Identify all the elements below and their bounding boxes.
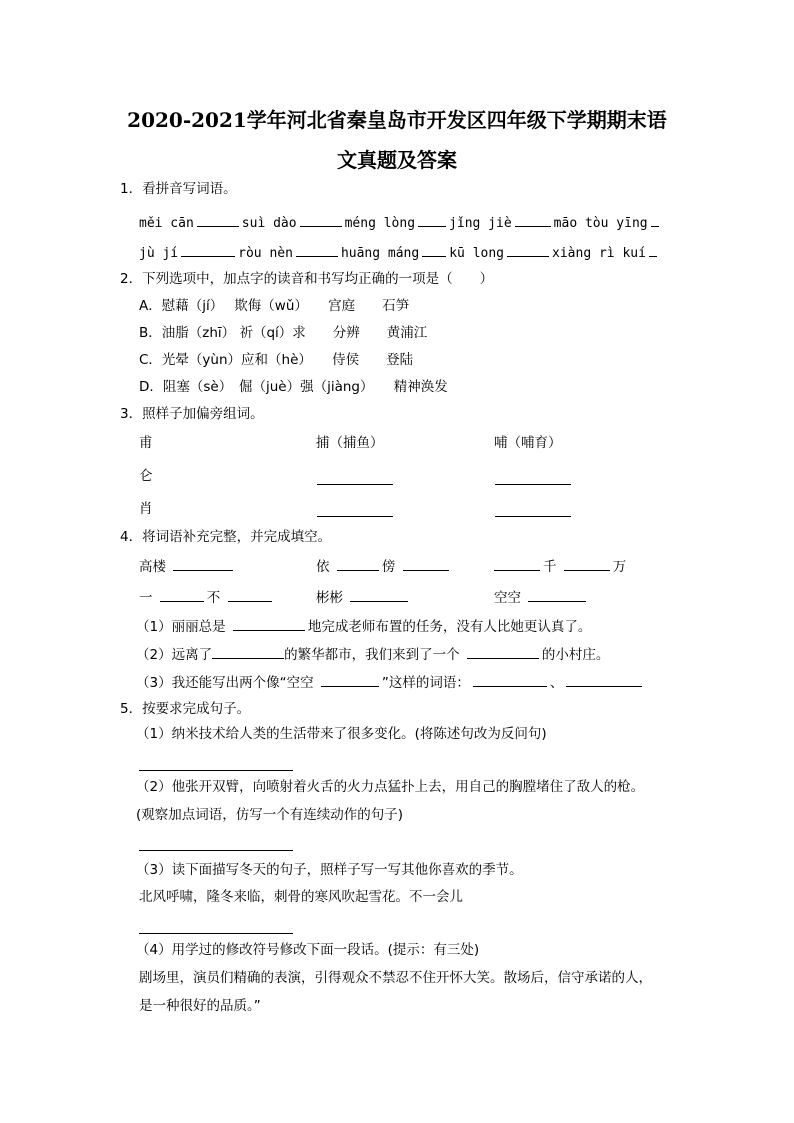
- text: ”这样的词语：: [381, 675, 470, 691]
- q4-word-4: [139, 587, 275, 607]
- word: 高楼: [139, 559, 166, 575]
- answer-blank[interactable]: [564, 556, 610, 571]
- pinyin: huāng máng: [340, 246, 420, 261]
- answer-blank[interactable]: [403, 556, 449, 571]
- pinyin: suì dào: [241, 216, 297, 231]
- pinyin: měi cān: [139, 216, 194, 231]
- answer-blank[interactable]: [160, 587, 204, 602]
- answer-blank[interactable]: [495, 516, 571, 517]
- pinyin: xiàng rì kuí: [552, 246, 646, 261]
- answer-blank[interactable]: [495, 484, 571, 485]
- q2-option-c: C．光晕（yùn）应和（hè） 侍侯 登陆: [139, 352, 414, 368]
- answer-line[interactable]: [139, 933, 293, 934]
- pinyin: ròu nèn: [238, 246, 293, 261]
- q4-word-6: [494, 587, 589, 607]
- text: （3）我还能写出两个像“空空: [136, 675, 314, 691]
- word: 不: [206, 590, 221, 606]
- pinyin: jù jí: [139, 246, 179, 261]
- q5-sub-2: （2）他张开双臂，向喷射着火舌的火力点猛扑上去，用自己的胸膛堵住了敌人的枪。: [136, 779, 645, 795]
- q2-option-d: D．阻塞（sè） 倔（juè）强（jiàng） 精神涣发: [139, 379, 448, 395]
- answer-blank[interactable]: [212, 644, 284, 659]
- pinyin: māo tòu yīng: [553, 216, 648, 231]
- answer-blank[interactable]: [350, 587, 408, 602]
- title-line-1: 2020-2021学年河北省秦皇岛市开发区四年级下学期期末语: [127, 108, 667, 132]
- answer-blank[interactable]: [651, 212, 659, 227]
- text: 、: [549, 675, 564, 691]
- answer-blank[interactable]: [467, 644, 539, 659]
- answer-blank[interactable]: [507, 242, 549, 257]
- pinyin: kū long: [449, 246, 505, 261]
- q5-sub-3: （3）读下面描写冬天的句子，照样子写一写其他你喜欢的季节。: [136, 862, 523, 878]
- q2-option-a: A．慰藉（jí） 欺侮（wǔ） 宫庭 石笋: [139, 298, 410, 314]
- answer-blank[interactable]: [228, 587, 272, 602]
- answer-blank[interactable]: [566, 672, 642, 687]
- title-line-2: 文真题及答案: [337, 148, 457, 172]
- answer-blank[interactable]: [317, 516, 393, 517]
- word: 依: [316, 559, 330, 575]
- q4-word-1: [139, 556, 236, 576]
- answer-blank[interactable]: [422, 242, 446, 257]
- q4-word-5: [316, 587, 411, 607]
- answer-blank[interactable]: [337, 556, 379, 571]
- q1-pinyin-row-1: [139, 212, 662, 233]
- q3-stem: 3．照样子加偏旁组词。: [120, 406, 264, 422]
- q4-sentence-2: [136, 644, 609, 664]
- q3-example-2: 哺（哺育）: [494, 435, 562, 451]
- word: 空空: [494, 590, 521, 606]
- answer-blank[interactable]: [296, 242, 338, 257]
- text: （2）远离了: [136, 647, 213, 663]
- word: 千: [543, 559, 557, 575]
- q5-sub-4: （4）用学过的修改符号修改下面一段话。(提示：有三处): [136, 942, 480, 958]
- answer-blank[interactable]: [321, 672, 379, 687]
- text: 的繁华都市，我们来到了一个: [284, 647, 460, 663]
- q4-sentence-1: [136, 616, 591, 636]
- word: 一: [139, 590, 153, 606]
- answer-blank[interactable]: [473, 672, 547, 687]
- q5-sub-1: （1）纳米技术给人类的生活带来了很多变化。(将陈述句改为反问句): [136, 726, 547, 742]
- q3-base-char: 甫: [139, 435, 153, 451]
- q4-sentence-3: [136, 672, 645, 692]
- answer-blank[interactable]: [233, 616, 305, 631]
- answer-blank[interactable]: [494, 556, 540, 571]
- answer-line[interactable]: [139, 850, 293, 851]
- q1-pinyin-row-2: [139, 242, 660, 263]
- answer-blank[interactable]: [181, 242, 235, 257]
- q5-sub-2-note: (观察加点词语，仿写一个有连续动作的句子): [136, 807, 404, 823]
- answer-blank[interactable]: [515, 212, 551, 227]
- answer-blank[interactable]: [418, 212, 446, 227]
- text: （1）丽丽总是: [136, 619, 226, 635]
- q3-base-char: 肖: [139, 501, 153, 517]
- q5-sub-3-example: 北风呼啸，隆冬来临，刺骨的寒风吹起雪花。不一会儿: [139, 889, 463, 905]
- q4-word-3: [494, 556, 626, 576]
- pinyin: jǐng jiè: [449, 216, 512, 231]
- q2-stem: 2．下列选项中，加点字的读音和书写均正确的一项是（ ）: [120, 271, 494, 287]
- word: 万: [612, 559, 627, 575]
- answer-blank[interactable]: [173, 556, 233, 571]
- q5-sub-4-text-1: 剧场里，演员们精确的表演，引得观众不禁忍不住开怀大笑。散场后，信守承诺的人，: [139, 970, 652, 986]
- q3-base-char: 仑: [139, 468, 153, 484]
- text: 的小村庄。: [541, 647, 610, 663]
- text: 地完成老师布置的任务，没有人比她更认真了。: [307, 619, 592, 635]
- q3-example-1: 捕（捕鱼）: [316, 435, 384, 451]
- answer-line[interactable]: [139, 770, 293, 771]
- pinyin: méng lòng: [344, 216, 416, 231]
- q4-stem: 4．将词语补充完整，并完成填空。: [120, 529, 332, 545]
- answer-blank[interactable]: [300, 212, 342, 227]
- word: 傍: [381, 559, 396, 575]
- q4-word-2: [316, 556, 452, 576]
- q2-option-b: B．油脂（zhī） 祈（qí）求 分辨 黄浦江: [139, 325, 428, 341]
- q5-stem: 5．按要求完成句子。: [120, 701, 251, 717]
- q5-sub-4-text-2: 是一种很好的品质。”: [139, 998, 261, 1014]
- answer-blank[interactable]: [197, 212, 239, 227]
- answer-blank[interactable]: [317, 484, 393, 485]
- answer-blank[interactable]: [649, 242, 657, 257]
- word: 彬彬: [316, 590, 343, 606]
- q1-stem: 1．看拼音写词语。: [120, 181, 237, 197]
- answer-blank[interactable]: [528, 587, 586, 602]
